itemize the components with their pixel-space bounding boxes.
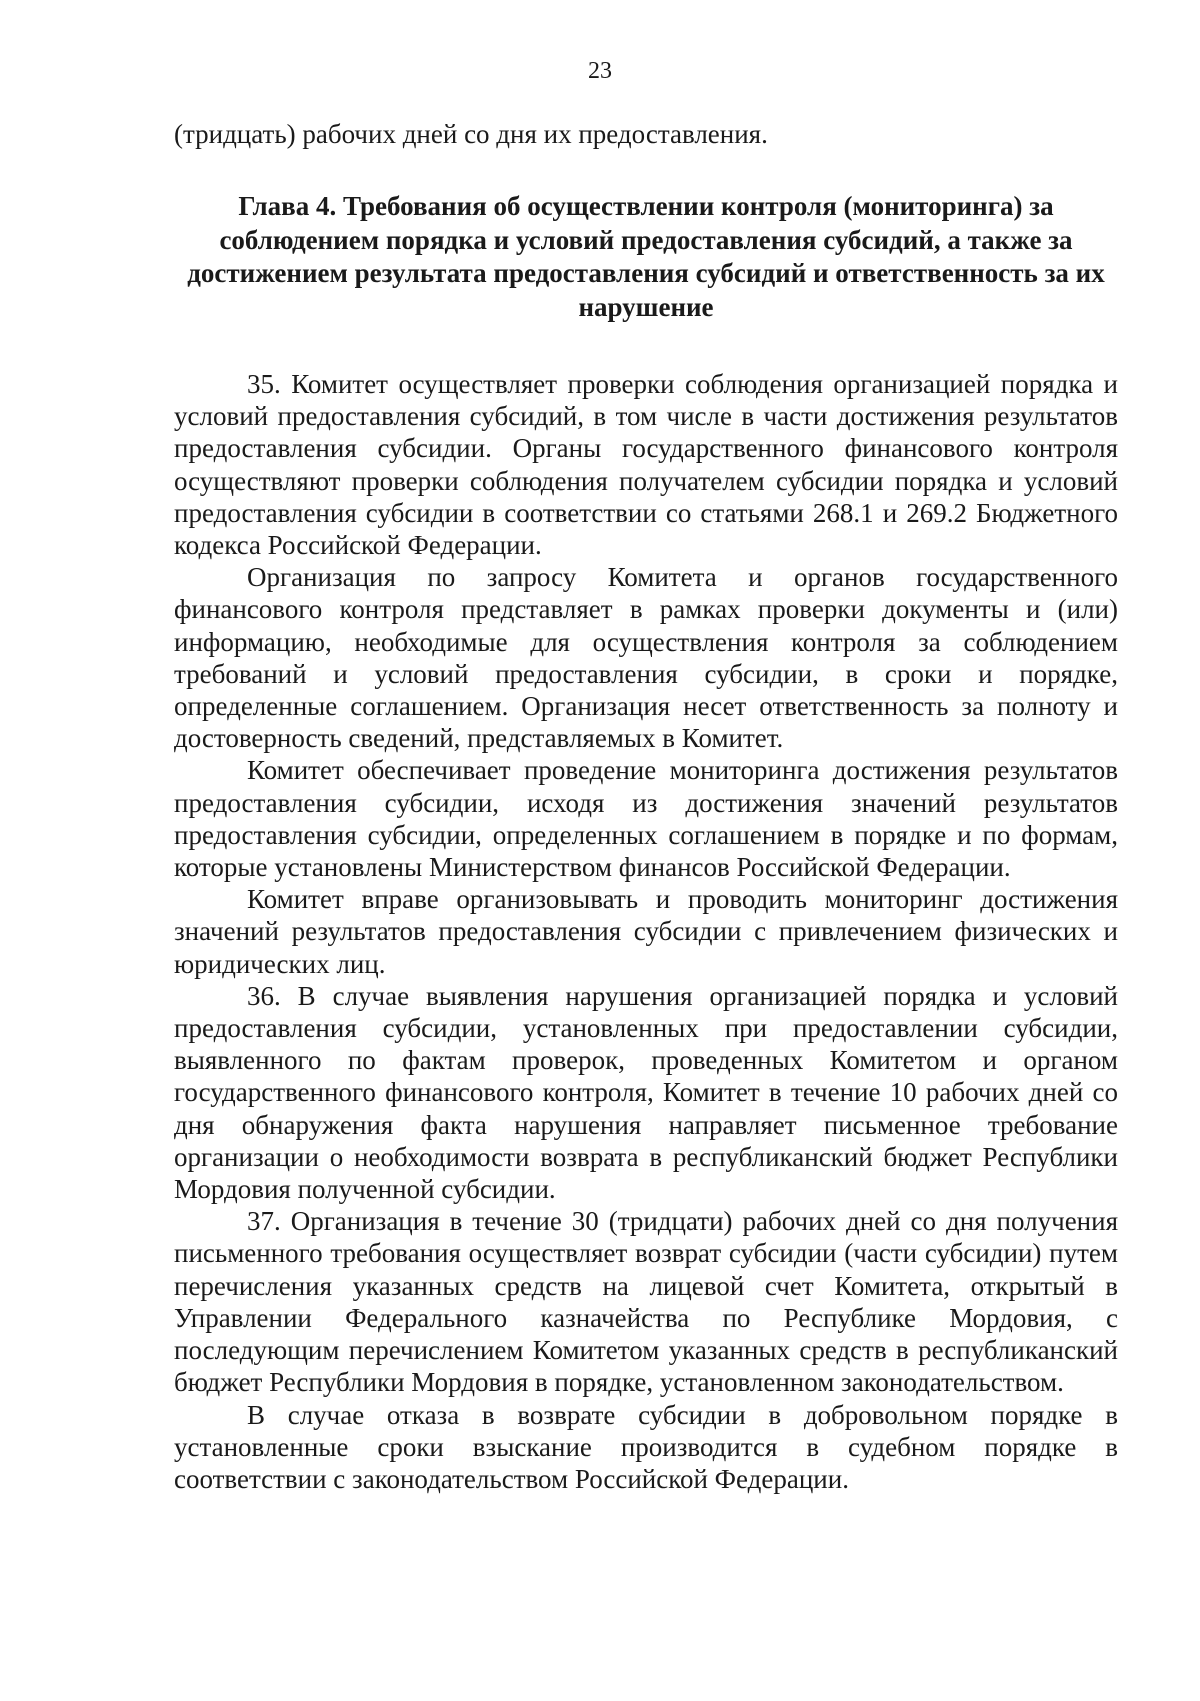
paragraph-refusal: В случае отказа в возврате субсидии в добровольном порядке в установленные сроки взыскание производится в судебном порядке в соответствии с законодательством Российской Федерации. xyxy=(174,1399,1118,1494)
paragraph-35: 35. Комитет осуществляет проверки соблюдения организацией порядка и условий предоставления субсидий, в том числе в части достижения результатов предоставления субсидии. Органы государственного финансового контроля осуществляют проверки соблюдения получателем субсидии порядка и условий предоставления субсидии в соответствии со статьями 268.1 и 269.2 Бюджетного кодекса Российской Федерации. xyxy=(174,369,1118,561)
paragraph-organization-request: Организация по запросу Комитета и органов государственного финансового контроля представляет в рамках проверки документы и (или) информацию, необходимые для осуществления контроля за соблюдением требований и условий предоставления субсидии, в сроки и порядке, определенные соглашением. Организация несет ответственность за полноту и достоверность сведений, представляемых в Комитет. xyxy=(174,562,1118,754)
paragraph-37: 37. Организация в течение 30 (тридцати) рабочих дней со дня получения письменного требования осуществляет возврат субсидии (части субсидии) путем перечисления указанных средств на лицевой счет Комитета, открытый в Управлении Федерального казначейства по Республике Мордовия, с последующим перечислением Комитетом указанных средств в республиканский бюджет Республики Мордовия в порядке, установленном законодательством. xyxy=(174,1206,1118,1398)
paragraph-36: 36. В случае выявления нарушения организацией порядка и условий предоставления субсидии, установленных при предоставлении субсидии, выявленного по фактам проверок, проведенных Комитетом и органом государственного финансового контроля, Комитет в течение 10 рабочих дней со дня обнаружения факта нарушения направляет письменное требование организации о необходимости возврата в республиканский бюджет Республики Мордовия полученной субсидии. xyxy=(174,980,1118,1205)
page-number: 23 xyxy=(588,58,612,84)
continuation-text: (тридцать) рабочих дней со дня их предоставления. xyxy=(174,119,768,149)
body-text xyxy=(174,368,1118,1495)
paragraph-monitoring-right: Комитет вправе организовывать и проводить мониторинг достижения значений результатов предоставления субсидии с привлечением физических и юридических лиц. xyxy=(174,884,1118,979)
paragraph-monitoring: Комитет обеспечивает проведение мониторинга достижения результатов предоставления субсидии, исходя из достижения значений результатов предоставления субсидии, определенных соглашением в порядке и по формам, которые установлены Министерством финансов Российской Федерации. xyxy=(174,755,1118,883)
chapter-heading: Глава 4. Требования об осуществлении контроля (мониторинга) за соблюдением порядка и условий предоставления субсидий, а также за достижением результата предоставления субсидий и ответственность за их нарушение xyxy=(187,191,1105,322)
